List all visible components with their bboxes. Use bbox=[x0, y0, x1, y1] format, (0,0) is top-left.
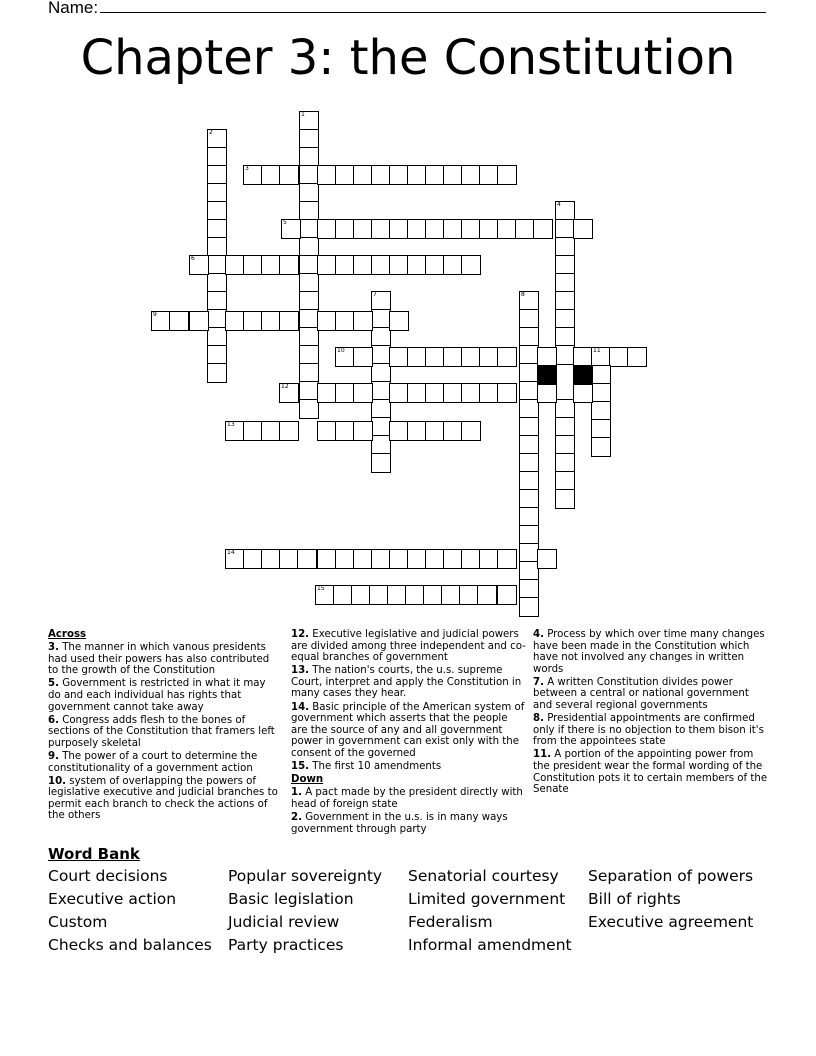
grid-cell[interactable] bbox=[279, 383, 299, 403]
grid-cell[interactable] bbox=[335, 311, 355, 331]
clue bbox=[291, 761, 527, 773]
grid-cell[interactable] bbox=[299, 147, 319, 167]
grid-cell[interactable] bbox=[519, 345, 539, 365]
word-bank-item: Checks and balances bbox=[48, 936, 212, 954]
clue bbox=[48, 642, 280, 677]
clue-text: system of overlapping the powers of legislative executive and judicial branches to permit each branch to check the actions of the others bbox=[48, 775, 278, 822]
clue-text: A written Constitution divides power between a central or national government and several regional governments bbox=[533, 676, 749, 712]
clue-text: The nation's courts, the u.s. supreme Court, interpret and apply the Constitution in many cases they hear. bbox=[291, 665, 522, 700]
grid-cell[interactable] bbox=[479, 165, 499, 185]
clue-text: A portion of the appointing power from the president wear the formal wording of the Constitution pots it to certain members of the Senate bbox=[533, 749, 768, 796]
grid-cell[interactable] bbox=[299, 219, 319, 239]
clue-section-header: Down bbox=[291, 774, 324, 786]
word-bank-item: Informal amendment bbox=[408, 936, 572, 954]
grid-cell[interactable] bbox=[519, 489, 539, 509]
grid-cell[interactable] bbox=[519, 327, 539, 347]
clue-number: 1 bbox=[301, 111, 305, 118]
grid-cell[interactable] bbox=[335, 421, 355, 441]
grid-cell[interactable] bbox=[261, 549, 281, 569]
grid-cell[interactable] bbox=[423, 585, 443, 605]
grid-cell[interactable] bbox=[389, 165, 409, 185]
grid-cell[interactable] bbox=[555, 417, 575, 437]
clue-text: Process by which over time many changes have been made in the Constitution which have not involved any changes in written words bbox=[533, 629, 765, 675]
clue-number: 2 bbox=[209, 129, 213, 136]
grid-cell[interactable] bbox=[299, 129, 319, 149]
grid-cell[interactable] bbox=[533, 219, 553, 239]
grid-cell[interactable] bbox=[335, 255, 355, 275]
grid-cell[interactable] bbox=[299, 165, 319, 185]
clue-number: 10. bbox=[48, 775, 67, 787]
clue-number: 11. bbox=[533, 749, 552, 761]
grid-cell[interactable] bbox=[407, 549, 427, 569]
grid-cell[interactable] bbox=[441, 585, 461, 605]
clue bbox=[48, 715, 280, 750]
grid-cell[interactable] bbox=[461, 549, 481, 569]
grid-cell[interactable] bbox=[299, 291, 319, 311]
grid-cell[interactable] bbox=[371, 327, 391, 347]
clue-number: 4. bbox=[533, 629, 544, 640]
grid-cell[interactable] bbox=[405, 585, 425, 605]
grid-cell[interactable] bbox=[555, 309, 575, 329]
grid-cell[interactable] bbox=[443, 549, 463, 569]
grid-cell[interactable] bbox=[299, 273, 319, 293]
grid-cell[interactable] bbox=[243, 165, 263, 185]
clue-number: 7 bbox=[373, 291, 377, 298]
grid-cell[interactable] bbox=[407, 219, 427, 239]
clue-text: Presidential appointments are confirmed only if there is no objection to them bison it's from the appointees state bbox=[533, 713, 764, 748]
grid-cell[interactable] bbox=[317, 255, 337, 275]
grid-cell[interactable] bbox=[299, 309, 319, 329]
grid-cell[interactable] bbox=[425, 219, 445, 239]
grid-cell[interactable] bbox=[425, 347, 445, 367]
grid-cell[interactable] bbox=[353, 421, 373, 441]
clue-text: Congress adds flesh to the bones of sections of the Constitution that framers left purposely skeletal bbox=[48, 714, 275, 749]
clue bbox=[48, 776, 280, 822]
grid-cell[interactable] bbox=[443, 165, 463, 185]
grid-cell[interactable] bbox=[591, 365, 611, 385]
clue bbox=[48, 678, 280, 713]
clues-down-column bbox=[533, 629, 769, 797]
word-bank-item: Judicial review bbox=[228, 913, 340, 931]
grid-cell[interactable] bbox=[261, 421, 281, 441]
grid-cell[interactable] bbox=[315, 585, 335, 605]
clue-number: 5 bbox=[283, 219, 287, 226]
word-bank-item: Separation of powers bbox=[588, 867, 754, 885]
grid-cell[interactable] bbox=[555, 471, 575, 491]
grid-cell[interactable] bbox=[317, 549, 337, 569]
grid-cell[interactable] bbox=[335, 165, 355, 185]
grid-cell[interactable] bbox=[537, 383, 557, 403]
grid-cell[interactable] bbox=[299, 255, 319, 275]
grid-cell[interactable] bbox=[207, 255, 227, 275]
clue-text: A pact made by the president directly with head of foreign state bbox=[291, 787, 523, 810]
clue-number: 8 bbox=[521, 291, 525, 298]
clue-text: The power of a court to determine the constitutionality of a government action bbox=[48, 750, 258, 774]
grid-cell[interactable] bbox=[591, 401, 611, 421]
word-bank-item: Court decisions bbox=[48, 867, 168, 885]
grid-cell[interactable] bbox=[443, 255, 463, 275]
grid-cell[interactable] bbox=[243, 549, 263, 569]
grid-cell[interactable] bbox=[519, 363, 539, 383]
grid-cell[interactable] bbox=[519, 291, 539, 311]
clue-number: 12 bbox=[281, 383, 289, 390]
grid-cell[interactable] bbox=[243, 311, 263, 331]
grid-cell[interactable] bbox=[351, 585, 371, 605]
grid-cell[interactable] bbox=[555, 453, 575, 473]
grid-cell[interactable] bbox=[389, 383, 409, 403]
grid-cell[interactable] bbox=[425, 383, 445, 403]
grid-cell[interactable] bbox=[389, 219, 409, 239]
grid-cell[interactable] bbox=[407, 165, 427, 185]
grid-cell[interactable] bbox=[425, 165, 445, 185]
grid-cell[interactable] bbox=[369, 585, 389, 605]
clue-section-header: Across bbox=[48, 629, 87, 640]
grid-cell[interactable] bbox=[353, 255, 373, 275]
grid-cell[interactable] bbox=[335, 219, 355, 239]
grid-cell[interactable] bbox=[519, 507, 539, 527]
grid-cell[interactable] bbox=[389, 311, 409, 331]
word-bank-item: Popular sovereignty bbox=[228, 867, 383, 885]
grid-cell[interactable] bbox=[477, 585, 497, 605]
grid-cell[interactable] bbox=[389, 255, 409, 275]
black-cell bbox=[573, 365, 593, 385]
black-cell bbox=[537, 365, 557, 385]
grid-cell[interactable] bbox=[371, 435, 391, 455]
grid-cell[interactable] bbox=[169, 311, 189, 331]
grid-cell[interactable] bbox=[479, 549, 499, 569]
grid-cell[interactable] bbox=[279, 255, 299, 275]
grid-cell[interactable] bbox=[371, 363, 391, 383]
grid-cell[interactable] bbox=[425, 549, 445, 569]
clue bbox=[533, 749, 769, 795]
grid-cell[interactable] bbox=[299, 201, 319, 221]
grid-cell[interactable] bbox=[189, 255, 209, 275]
grid-cell[interactable] bbox=[243, 255, 263, 275]
grid-cell[interactable] bbox=[299, 327, 319, 347]
grid-cell[interactable] bbox=[443, 421, 463, 441]
grid-cell[interactable] bbox=[299, 363, 319, 383]
grid-cell[interactable] bbox=[207, 147, 227, 167]
grid-cell[interactable] bbox=[299, 381, 319, 401]
word-bank-item: Limited government bbox=[408, 890, 566, 908]
grid-cell[interactable] bbox=[279, 311, 299, 331]
grid-cell[interactable] bbox=[317, 165, 337, 185]
name-label: Name: bbox=[48, 0, 99, 17]
word-bank-item: Party practices bbox=[228, 936, 344, 954]
grid-cell[interactable] bbox=[443, 383, 463, 403]
grid-cell[interactable] bbox=[555, 399, 575, 419]
grid-cell[interactable] bbox=[591, 419, 611, 439]
clue-text: The first 10 amendments bbox=[309, 761, 442, 773]
grid-cell[interactable] bbox=[207, 165, 227, 185]
grid-cell[interactable] bbox=[317, 311, 337, 331]
grid-cell[interactable] bbox=[353, 219, 373, 239]
grid-cell[interactable] bbox=[335, 347, 355, 367]
grid-cell[interactable] bbox=[573, 219, 593, 239]
grid-cell[interactable] bbox=[519, 453, 539, 473]
grid-cell[interactable] bbox=[443, 347, 463, 367]
clue-number: 9. bbox=[48, 750, 59, 762]
grid-cell[interactable] bbox=[189, 311, 209, 331]
grid-cell[interactable] bbox=[371, 345, 391, 365]
clue bbox=[533, 677, 769, 712]
grid-cell[interactable] bbox=[555, 237, 575, 257]
grid-cell[interactable] bbox=[371, 219, 391, 239]
grid-cell[interactable] bbox=[279, 421, 299, 441]
grid-cell[interactable] bbox=[459, 585, 479, 605]
clues-across-column bbox=[48, 629, 280, 824]
grid-cell[interactable] bbox=[353, 549, 373, 569]
grid-cell[interactable] bbox=[519, 579, 539, 599]
grid-cell[interactable] bbox=[353, 165, 373, 185]
clue-text: Basic principle of the American system of government which asserts that the people are the source of any and all government power in government can exist only with the consent of the governed bbox=[291, 701, 525, 759]
grid-cell[interactable] bbox=[353, 347, 373, 367]
clue bbox=[291, 812, 527, 835]
page-title: Chapter 3: the Constitution bbox=[80, 30, 736, 86]
clue bbox=[291, 787, 527, 810]
grid-cell[interactable] bbox=[207, 201, 227, 221]
grid-cell[interactable] bbox=[333, 585, 353, 605]
grid-cell[interactable] bbox=[387, 585, 407, 605]
grid-cell[interactable] bbox=[609, 347, 629, 367]
grid-cell[interactable] bbox=[497, 219, 517, 239]
clue-number: 1. bbox=[291, 787, 302, 799]
grid-cell[interactable] bbox=[519, 525, 539, 545]
clue-number: 14. bbox=[291, 701, 310, 713]
grid-cell[interactable] bbox=[555, 219, 575, 239]
grid-cell[interactable] bbox=[299, 345, 319, 365]
grid-cell[interactable] bbox=[461, 347, 481, 367]
grid-cell[interactable] bbox=[371, 291, 391, 311]
clue-number: 14 bbox=[227, 549, 235, 556]
grid-cell[interactable] bbox=[371, 549, 391, 569]
grid-cell[interactable] bbox=[207, 129, 227, 149]
grid-cell[interactable] bbox=[207, 219, 227, 239]
grid-cell[interactable] bbox=[555, 291, 575, 311]
grid-cell[interactable] bbox=[371, 309, 391, 329]
grid-cell[interactable] bbox=[591, 437, 611, 457]
grid-cell[interactable] bbox=[537, 549, 557, 569]
grid-cell[interactable] bbox=[537, 347, 557, 367]
grid-cell[interactable] bbox=[407, 421, 427, 441]
grid-cell[interactable] bbox=[371, 399, 391, 419]
clue-number: 15 bbox=[317, 585, 325, 592]
grid-cell[interactable] bbox=[497, 347, 517, 367]
grid-cell[interactable] bbox=[371, 255, 391, 275]
grid-cell[interactable] bbox=[207, 363, 227, 383]
clue-number: 10 bbox=[337, 347, 345, 354]
grid-cell[interactable] bbox=[555, 489, 575, 509]
grid-cell[interactable] bbox=[591, 347, 611, 367]
grid-cell[interactable] bbox=[497, 383, 517, 403]
clues-middle-column bbox=[291, 629, 527, 837]
grid-cell[interactable] bbox=[371, 165, 391, 185]
grid-cell[interactable] bbox=[555, 201, 575, 221]
grid-cell[interactable] bbox=[519, 399, 539, 419]
grid-cell[interactable] bbox=[555, 327, 575, 347]
grid-cell[interactable] bbox=[225, 421, 245, 441]
grid-cell[interactable] bbox=[261, 255, 281, 275]
clue bbox=[48, 751, 280, 774]
clue-number: 11 bbox=[593, 347, 601, 354]
grid-cell[interactable] bbox=[299, 183, 319, 203]
grid-cell[interactable] bbox=[425, 421, 445, 441]
grid-cell[interactable] bbox=[519, 543, 539, 563]
grid-cell[interactable] bbox=[461, 165, 481, 185]
word-bank-item: Executive action bbox=[48, 890, 177, 908]
word-bank-item: Executive agreement bbox=[588, 913, 754, 931]
grid-cell[interactable] bbox=[389, 549, 409, 569]
clue-number: 2. bbox=[291, 811, 302, 823]
grid-cell[interactable] bbox=[299, 111, 319, 131]
grid-cell[interactable] bbox=[207, 345, 227, 365]
grid-cell[interactable] bbox=[297, 549, 317, 569]
grid-cell[interactable] bbox=[279, 165, 299, 185]
clue-number: 6 bbox=[191, 255, 195, 262]
grid-cell[interactable] bbox=[519, 381, 539, 401]
clue-number: 5. bbox=[48, 678, 59, 690]
grid-cell[interactable] bbox=[573, 347, 593, 367]
grid-cell[interactable] bbox=[555, 273, 575, 293]
grid-cell[interactable] bbox=[573, 383, 593, 403]
grid-cell[interactable] bbox=[461, 383, 481, 403]
grid-cell[interactable] bbox=[407, 255, 427, 275]
clue-number: 12. bbox=[291, 629, 310, 640]
clue-text: Government is restricted in what it may do and each individual has rights that government cannot take away bbox=[48, 678, 266, 713]
clue-number: 3. bbox=[48, 642, 59, 654]
grid-cell[interactable] bbox=[461, 219, 481, 239]
grid-cell[interactable] bbox=[317, 219, 337, 239]
grid-cell[interactable] bbox=[425, 255, 445, 275]
clue-number: 9 bbox=[153, 311, 157, 318]
grid-cell[interactable] bbox=[497, 165, 517, 185]
grid-cell[interactable] bbox=[479, 219, 499, 239]
clue-text: Government in the u.s. is in many ways government through party bbox=[291, 811, 508, 835]
clue bbox=[533, 629, 769, 675]
grid-cell[interactable] bbox=[207, 309, 227, 329]
clue bbox=[291, 665, 527, 700]
grid-cell[interactable] bbox=[225, 311, 245, 331]
clue-number: 6. bbox=[48, 714, 59, 726]
clue-number: 13 bbox=[227, 421, 235, 428]
grid-cell[interactable] bbox=[555, 435, 575, 455]
clue-number: 13. bbox=[291, 665, 310, 677]
grid-cell[interactable] bbox=[519, 309, 539, 329]
clue-number: 7. bbox=[533, 676, 544, 688]
word-bank-item: Custom bbox=[48, 913, 108, 931]
word-bank-item: Bill of rights bbox=[588, 890, 681, 908]
grid-cell[interactable] bbox=[353, 383, 373, 403]
grid-cell[interactable] bbox=[299, 399, 319, 419]
grid-cell[interactable] bbox=[389, 421, 409, 441]
grid-cell[interactable] bbox=[515, 219, 535, 239]
grid-cell[interactable] bbox=[479, 347, 499, 367]
word-bank-title: Word Bank bbox=[48, 845, 140, 863]
word-bank-item: Basic legislation bbox=[228, 890, 354, 908]
grid-cell[interactable] bbox=[555, 345, 575, 365]
grid-cell[interactable] bbox=[281, 219, 301, 239]
clue bbox=[291, 629, 527, 664]
grid-cell[interactable] bbox=[353, 311, 373, 331]
clue-number: 3 bbox=[245, 165, 249, 172]
grid-cell[interactable] bbox=[151, 311, 171, 331]
grid-cell[interactable] bbox=[389, 347, 409, 367]
clue-number: 8. bbox=[533, 713, 544, 725]
grid-cell[interactable] bbox=[371, 381, 391, 401]
clue-number: 4 bbox=[557, 201, 561, 208]
grid-cell[interactable] bbox=[461, 255, 481, 275]
grid-cell[interactable] bbox=[299, 237, 319, 257]
grid-cell[interactable] bbox=[519, 417, 539, 437]
grid-cell[interactable] bbox=[519, 435, 539, 455]
grid-cell[interactable] bbox=[207, 237, 227, 257]
word-bank-item: Federalism bbox=[408, 913, 493, 931]
grid-cell[interactable] bbox=[519, 561, 539, 581]
grid-cell[interactable] bbox=[207, 273, 227, 293]
clue bbox=[533, 713, 769, 748]
grid-cell[interactable] bbox=[555, 255, 575, 275]
grid-cell[interactable] bbox=[225, 255, 245, 275]
grid-cell[interactable] bbox=[317, 421, 337, 441]
grid-cell[interactable] bbox=[335, 549, 355, 569]
word-bank-item: Senatorial courtesy bbox=[408, 867, 559, 885]
grid-cell[interactable] bbox=[335, 383, 355, 403]
grid-cell[interactable] bbox=[261, 311, 281, 331]
clue-text: The manner in which vanous presidents had used their powers has also contributed to the growth of the Constitution bbox=[48, 642, 270, 677]
grid-cell[interactable] bbox=[497, 585, 517, 605]
grid-cell[interactable] bbox=[591, 383, 611, 403]
grid-cell[interactable] bbox=[243, 421, 263, 441]
grid-cell[interactable] bbox=[519, 471, 539, 491]
grid-cell[interactable] bbox=[207, 327, 227, 347]
grid-cell[interactable] bbox=[407, 347, 427, 367]
grid-cell[interactable] bbox=[443, 219, 463, 239]
grid-cell[interactable] bbox=[461, 421, 481, 441]
grid-cell[interactable] bbox=[279, 549, 299, 569]
grid-cell[interactable] bbox=[407, 383, 427, 403]
grid-cell[interactable] bbox=[627, 347, 647, 367]
clue bbox=[291, 702, 527, 760]
grid-cell[interactable] bbox=[371, 417, 391, 437]
grid-cell[interactable] bbox=[261, 165, 281, 185]
clue-number: 15. bbox=[291, 761, 310, 773]
grid-cell[interactable] bbox=[225, 549, 245, 569]
grid-cell[interactable] bbox=[207, 291, 227, 311]
grid-cell[interactable] bbox=[479, 383, 499, 403]
grid-cell[interactable] bbox=[207, 183, 227, 203]
grid-cell[interactable] bbox=[519, 597, 539, 617]
clue-text: Executive legislative and judicial powers are divided among three independent and co-equal branches of government bbox=[291, 629, 526, 664]
grid-cell[interactable] bbox=[497, 549, 517, 569]
grid-cell[interactable] bbox=[317, 383, 337, 403]
grid-cell[interactable] bbox=[371, 453, 391, 473]
